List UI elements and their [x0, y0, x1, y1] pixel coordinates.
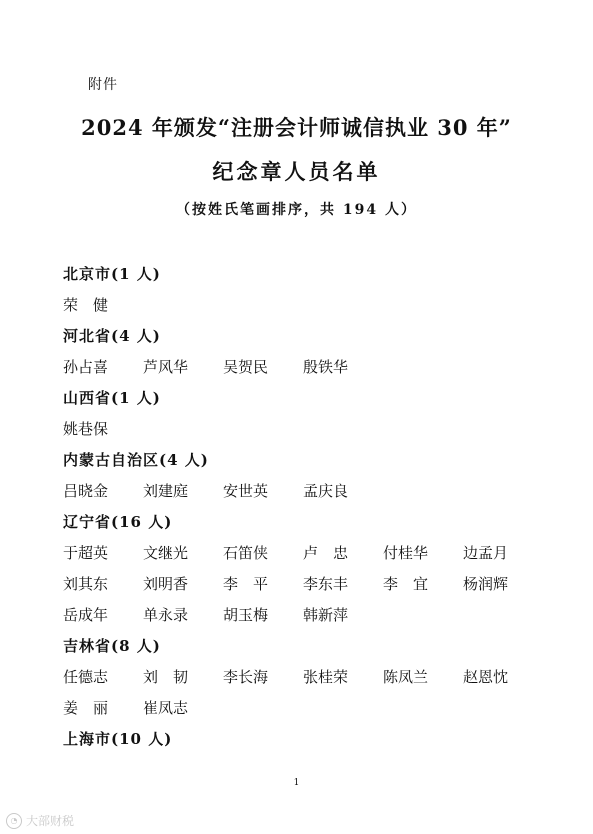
watermark — [6, 812, 74, 829]
person-name: 石笛侠 — [223, 544, 269, 562]
document-title-line2: 纪念章人员名单 — [212, 159, 381, 184]
region-names — [63, 290, 543, 321]
person-name: 刘建庭 — [143, 482, 189, 500]
name-list — [63, 259, 543, 755]
person-name: 任德志 — [63, 668, 109, 686]
document-title-line1: 2024 年颁发“注册会计师诚信执业 30 年” — [81, 115, 512, 140]
region-names — [63, 352, 543, 383]
person-name: 李东丰 — [303, 575, 349, 593]
person-name: 边孟月 — [463, 544, 509, 562]
person-name: 孟庆良 — [303, 482, 349, 500]
region-heading: 河北省(4 人) — [63, 327, 161, 345]
person-name: 芦风华 — [143, 358, 189, 376]
person-name: 崔凤志 — [143, 699, 189, 717]
region-heading: 吉林省(8 人) — [63, 637, 161, 655]
person-name: 杨润辉 — [463, 575, 509, 593]
attachment-label: 附件 — [88, 77, 118, 93]
person-name: 吴贺民 — [223, 358, 269, 376]
person-name: 卢 忠 — [303, 544, 349, 562]
watermark-logo-icon: ◔ — [6, 813, 22, 829]
watermark-text: 大部财税 — [26, 814, 75, 828]
person-name: 文继光 — [143, 544, 189, 562]
person-name: 于超英 — [63, 544, 109, 562]
region-heading: 北京市(1 人) — [63, 265, 161, 283]
person-name: 安世英 — [223, 482, 269, 500]
region-names — [63, 476, 543, 507]
person-name: 陈凤兰 — [383, 668, 429, 686]
region-heading: 上海市(10 人) — [63, 730, 173, 748]
person-name: 姚巷保 — [63, 420, 109, 438]
person-name: 孙占喜 — [63, 358, 109, 376]
person-name: 李长海 — [223, 668, 269, 686]
person-name: 韩新萍 — [303, 606, 349, 624]
region-heading: 辽宁省(16 人) — [63, 513, 173, 531]
person-name: 刘 韧 — [143, 668, 189, 686]
person-name: 吕晓金 — [63, 482, 109, 500]
person-name: 姜 丽 — [63, 699, 109, 717]
region-names — [63, 414, 543, 445]
person-name: 李 宜 — [383, 575, 429, 593]
document-subtitle: （按姓氏笔画排序，共 194 人） — [176, 202, 417, 218]
person-name: 李 平 — [223, 575, 269, 593]
region-names — [63, 662, 543, 724]
person-name: 单永录 — [143, 606, 189, 624]
person-name: 岳成年 — [63, 606, 109, 624]
person-name: 胡玉梅 — [223, 606, 269, 624]
region-names — [63, 538, 543, 631]
person-name: 赵恩忱 — [463, 668, 509, 686]
region-heading: 内蒙古自治区(4 人) — [63, 451, 209, 469]
person-name: 殷铁华 — [303, 358, 349, 376]
person-name: 刘明香 — [143, 575, 189, 593]
page-number: 1 — [293, 778, 300, 788]
person-name: 付桂华 — [383, 544, 429, 562]
person-name: 张桂荣 — [303, 668, 349, 686]
region-heading: 山西省(1 人) — [63, 389, 161, 407]
person-name: 荣 健 — [63, 296, 109, 314]
person-name: 刘其东 — [63, 575, 109, 593]
